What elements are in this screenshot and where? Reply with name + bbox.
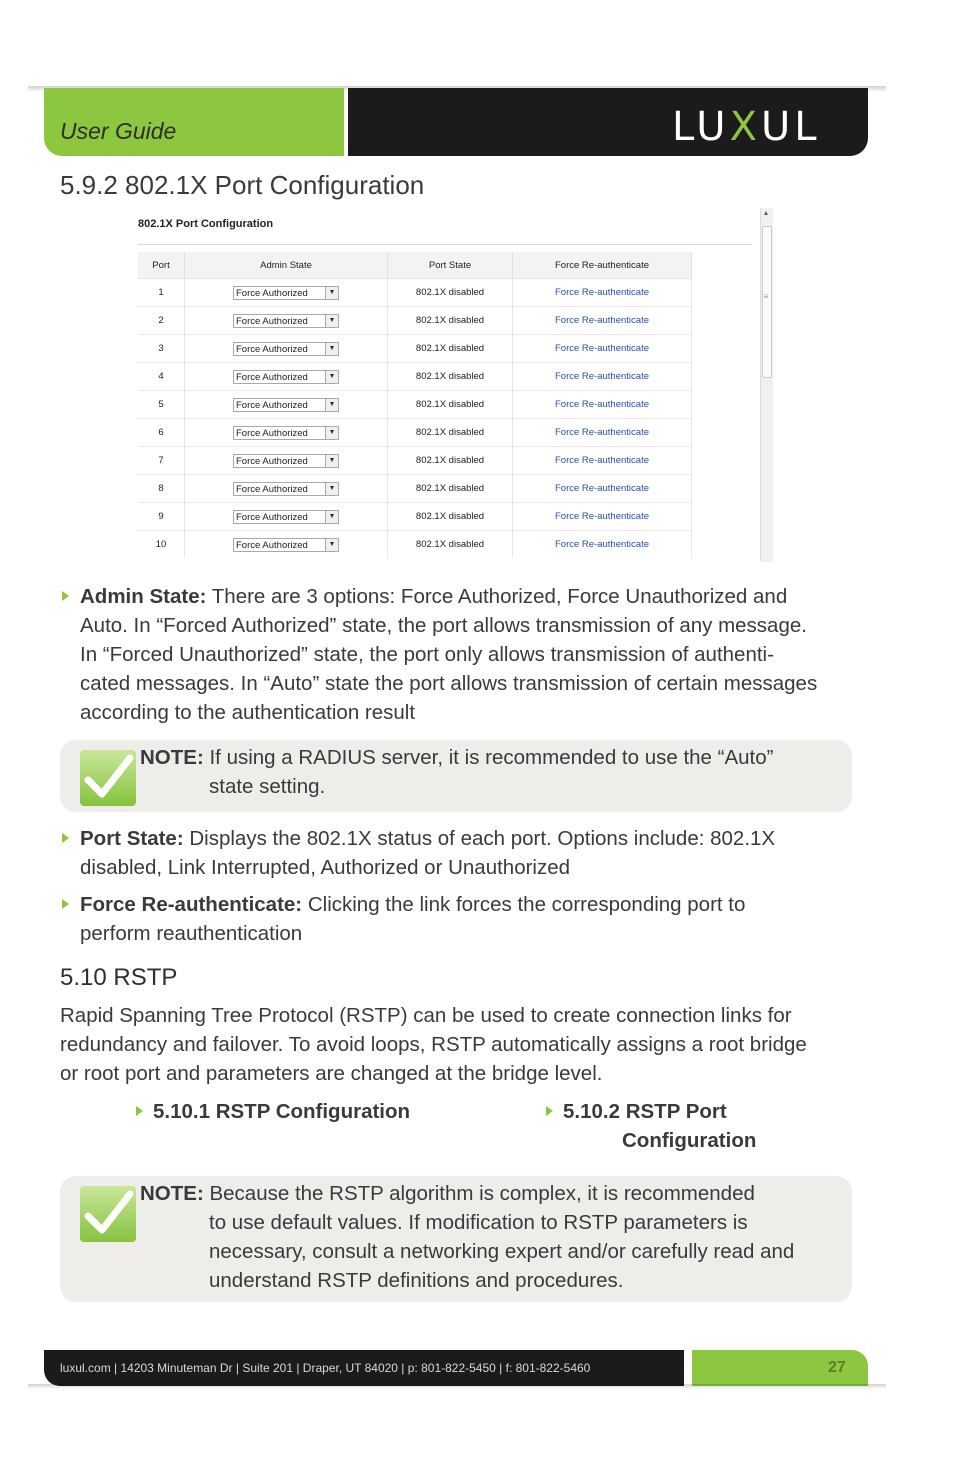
force-reauth-cell — [513, 531, 692, 559]
port-state-cell: 802.1X disabled — [388, 475, 513, 503]
force-reauth-cell — [513, 307, 692, 335]
footer-contact: luxul.com | 14203 Minuteman Dr | Suite 201 | Draper, UT 84020 | p: 801-822-5450 | f: 801-822-5460 — [60, 1361, 591, 1375]
note-line: to use default values. If modification to RSTP parameters is — [209, 1211, 748, 1234]
logo-x: X — [729, 104, 761, 150]
admin-state-value: Force Authorized — [236, 315, 308, 327]
port-state-cell: 802.1X disabled — [388, 503, 513, 531]
col-port-state: Port State — [388, 252, 513, 279]
note-box — [60, 740, 852, 812]
scroll-thumb[interactable] — [762, 226, 772, 378]
chevron-down-icon[interactable]: ▼ — [325, 539, 338, 551]
admin-state-value: Force Authorized — [236, 371, 308, 383]
admin-line: according to the authentication result — [80, 701, 416, 724]
force-reauth-cell — [513, 419, 692, 447]
port-number: 6 — [138, 419, 185, 447]
admin-state-select[interactable] — [233, 342, 339, 356]
admin-state-value: Force Authorized — [236, 427, 308, 439]
admin-state-value: Force Authorized — [236, 287, 308, 299]
admin-state-select[interactable] — [233, 426, 339, 440]
force-reauth-link[interactable]: Force Re-authenticate — [555, 427, 649, 438]
table-row — [138, 279, 692, 307]
force-reauth-cell — [513, 335, 692, 363]
bullet-icon — [62, 833, 69, 843]
port-state-cell: 802.1X disabled — [388, 447, 513, 475]
bullet-icon — [546, 1106, 553, 1116]
admin-state-value: Force Authorized — [236, 399, 308, 411]
chevron-down-icon[interactable]: ▼ — [325, 287, 338, 299]
admin-state-cell — [185, 391, 388, 419]
guide-label: User Guide — [60, 118, 177, 144]
admin-state-select[interactable] — [233, 538, 339, 552]
bullet-icon — [62, 899, 69, 909]
table-row — [138, 503, 692, 531]
note-line: necessary, consult a networking expert and/or carefully read and — [209, 1240, 795, 1263]
note-line: understand RSTP definitions and procedures. — [209, 1269, 624, 1292]
note-label: NOTE: — [140, 746, 204, 769]
port-state-cell: 802.1X disabled — [388, 391, 513, 419]
admin-state-value: Force Authorized — [236, 511, 308, 523]
force-reauth-cell — [513, 391, 692, 419]
rstp-config-link[interactable] — [153, 1097, 410, 1126]
admin-line: In “Forced Unauthorized” state, the port only allows transmission of authenti- — [80, 643, 774, 666]
chevron-down-icon[interactable]: ▼ — [325, 399, 338, 411]
admin-state-cell — [185, 279, 388, 307]
rstp-port-config-link-text[interactable]: 5.10.2 RSTP Port — [563, 1100, 727, 1123]
admin-state-cell — [185, 335, 388, 363]
admin-state-cell — [185, 363, 388, 391]
admin-state-value: Force Authorized — [236, 455, 308, 467]
table-row — [138, 307, 692, 335]
col-port: Port — [138, 252, 185, 279]
rstp-config-link-text[interactable]: 5.10.1 RSTP Configuration — [153, 1100, 411, 1123]
admin-state-value: Force Authorized — [236, 483, 308, 495]
force-reauth-link[interactable]: Force Re-authenticate — [555, 455, 649, 466]
admin-state-cell — [185, 503, 388, 531]
admin-state-select[interactable] — [233, 482, 339, 496]
port-number: 10 — [138, 531, 185, 559]
port-state-bullet — [80, 824, 860, 882]
port-state-cell: 802.1X disabled — [388, 335, 513, 363]
force-reauth-link[interactable]: Force Re-authenticate — [555, 287, 649, 298]
port-number: 8 — [138, 475, 185, 503]
port-state-cell: 802.1X disabled — [388, 363, 513, 391]
force-reauth-cell — [513, 363, 692, 391]
logo-right: UL — [760, 104, 821, 150]
logo-left: LU — [672, 104, 730, 150]
note-box — [60, 1176, 852, 1302]
force-reauth-cell — [513, 503, 692, 531]
port-state-cell: 802.1X disabled — [388, 531, 513, 559]
chevron-down-icon[interactable]: ▼ — [325, 427, 338, 439]
note-line: state setting. — [209, 775, 326, 798]
admin-state-cell — [185, 307, 388, 335]
chevron-down-icon[interactable]: ▼ — [325, 511, 338, 523]
chevron-down-icon[interactable]: ▼ — [325, 315, 338, 327]
note-line: Because the RSTP algorithm is complex, it is recommended — [209, 1182, 755, 1205]
force-reauth-link[interactable]: Force Re-authenticate — [555, 315, 649, 326]
port-state-cell: 802.1X disabled — [388, 419, 513, 447]
port-number: 9 — [138, 503, 185, 531]
scroll-up-icon[interactable]: ▲ — [762, 210, 770, 217]
note-line: If using a RADIUS server, it is recommended to use the “Auto” — [209, 746, 774, 769]
screenshot-title: 802.1X Port Configuration — [138, 218, 274, 230]
rstp-line: Rapid Spanning Tree Protocol (RSTP) can be used to create connection links for — [60, 1004, 792, 1027]
port-number: 3 — [138, 335, 185, 363]
force-reauth-link[interactable]: Force Re-authenticate — [555, 343, 649, 354]
checkmark-icon — [80, 1186, 136, 1242]
force-reauth-cell — [513, 447, 692, 475]
port-state-line: disabled, Link Interrupted, Authorized or Unauthorized — [80, 856, 571, 879]
grip-icon: ≡ — [763, 292, 769, 301]
port-state-line: Displays the 802.1X status of each port. Options include: 802.1X — [189, 827, 776, 850]
col-force-reauth: Force Re-authenticate — [513, 252, 692, 279]
port-state-cell: 802.1X disabled — [388, 279, 513, 307]
admin-state-bullet — [80, 582, 860, 727]
chevron-down-icon[interactable]: ▼ — [325, 455, 338, 467]
page-number: 27 — [828, 1359, 846, 1376]
force-line: Clicking the link forces the corresponding port to — [307, 893, 746, 916]
chevron-down-icon[interactable]: ▼ — [325, 483, 338, 495]
luxul-logo — [672, 104, 821, 150]
rstp-line: or root port and parameters are changed at the bridge level. — [60, 1062, 603, 1085]
admin-state-select[interactable] — [233, 370, 339, 384]
admin-state-label: Admin State: — [80, 585, 207, 608]
rstp-paragraph — [60, 1001, 860, 1088]
port-config-screenshot — [134, 208, 774, 562]
force-line: perform reauthentication — [80, 922, 303, 945]
port-config-table — [138, 252, 692, 558]
port-number: 7 — [138, 447, 185, 475]
force-reauth-cell — [513, 475, 692, 503]
table-row — [138, 391, 692, 419]
force-reauth-link[interactable]: Force Re-authenticate — [555, 539, 649, 550]
admin-state-value: Force Authorized — [236, 343, 308, 355]
force-reauth-link[interactable]: Force Re-authenticate — [555, 399, 649, 410]
section-title: 5.9.2 802.1X Port Configuration — [60, 170, 425, 200]
force-reauth-cell — [513, 279, 692, 307]
checkmark-icon — [80, 750, 136, 806]
table-row — [138, 475, 692, 503]
chevron-down-icon[interactable]: ▼ — [325, 343, 338, 355]
footer-shadow — [28, 1384, 886, 1389]
force-reauth-bullet — [80, 890, 860, 948]
port-state-label: Port State: — [80, 827, 184, 850]
table-row — [138, 531, 692, 559]
admin-line: Auto. In “Forced Authorized” state, the port allows transmission of any message. — [80, 614, 807, 637]
rstp-line: redundancy and failover. To avoid loops, RSTP automatically assigns a root bridge — [60, 1033, 807, 1056]
col-admin-state: Admin State — [185, 252, 388, 279]
admin-state-select[interactable] — [233, 286, 339, 300]
admin-state-value: Force Authorized — [236, 539, 308, 551]
port-number: 2 — [138, 307, 185, 335]
port-number: 4 — [138, 363, 185, 391]
rstp-heading: 5.10 RSTP — [60, 964, 178, 991]
table-row — [138, 363, 692, 391]
bullet-icon — [136, 1106, 143, 1116]
admin-state-cell — [185, 531, 388, 559]
port-number: 1 — [138, 279, 185, 307]
note-label: NOTE: — [140, 1182, 204, 1205]
force-reauth-label: Force Re-authenticate: — [80, 893, 303, 916]
admin-state-cell — [185, 475, 388, 503]
table-row — [138, 447, 692, 475]
admin-state-select[interactable] — [233, 454, 339, 468]
port-number: 5 — [138, 391, 185, 419]
admin-line: cated messages. In “Auto” state the port allows transmission of certain messages — [80, 672, 818, 695]
admin-line: There are 3 options: Force Authorized, Force Unauthorized and — [211, 585, 788, 608]
rstp-port-config-link[interactable] — [563, 1097, 756, 1155]
admin-state-select[interactable] — [233, 510, 339, 524]
port-state-cell: 802.1X disabled — [388, 307, 513, 335]
force-reauth-link[interactable]: Force Re-authenticate — [555, 511, 649, 522]
admin-state-select[interactable] — [233, 398, 339, 412]
chevron-down-icon[interactable]: ▼ — [325, 371, 338, 383]
screenshot-divider — [138, 244, 752, 245]
bullet-icon — [62, 591, 69, 601]
admin-state-cell — [185, 447, 388, 475]
force-reauth-link[interactable]: Force Re-authenticate — [555, 371, 649, 382]
table-row — [138, 419, 692, 447]
admin-state-select[interactable] — [233, 314, 339, 328]
admin-state-cell — [185, 419, 388, 447]
rstp-port-config-link-text[interactable]: Configuration — [622, 1129, 757, 1152]
force-reauth-link[interactable]: Force Re-authenticate — [555, 483, 649, 494]
table-row — [138, 335, 692, 363]
